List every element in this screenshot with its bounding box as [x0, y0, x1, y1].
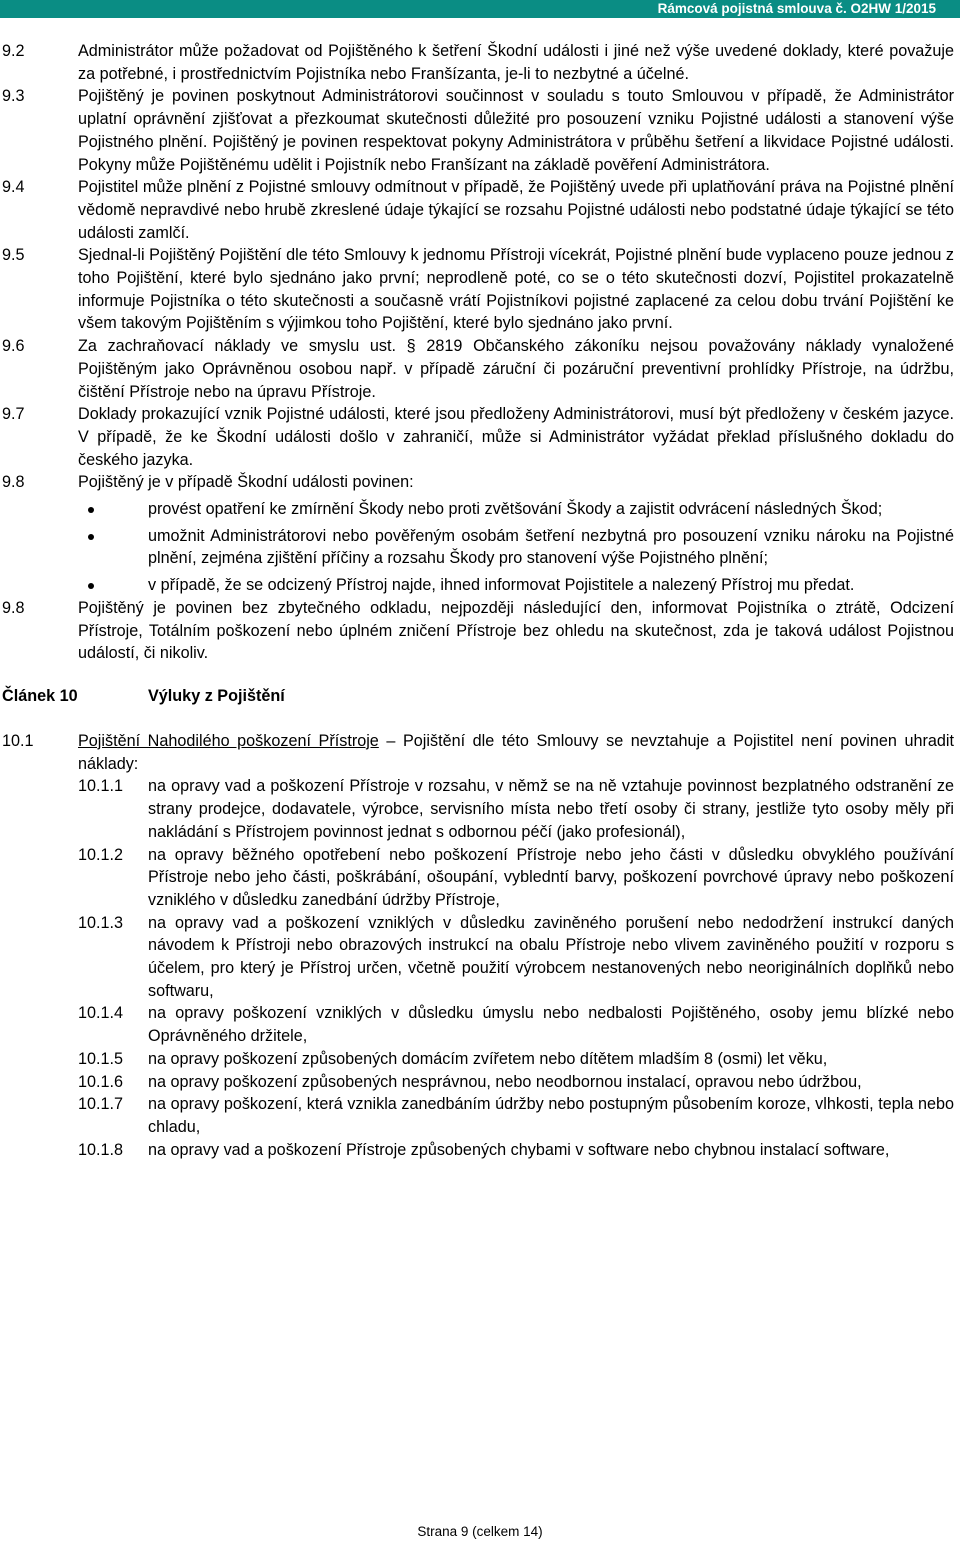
- paragraph-10-1: [0, 730, 960, 775]
- subitem-number: 10.1.4: [78, 1004, 124, 1023]
- subitem-10-1-8: [0, 1139, 960, 1162]
- paragraph-number: 9.6: [2, 337, 25, 356]
- paragraph-9-2: [0, 40, 960, 85]
- bullet-list: [0, 498, 960, 597]
- paragraph-text: Pojistitel může plnění z Pojistné smlouvy odmítnout v případě, že Pojištěný uvede při uplatňování práva na Pojistné plnění vědomě nepravdivé nebo hrubě zkreslené údaje týkající se rozsahu Pojistné události nebo podstatné údaje týkající se této události zamlčí.: [78, 178, 954, 242]
- paragraph-text: Pojištěný je povinen bez zbytečného odkladu, nejpozději následující den, informovat Pojistníka o ztrátě, Odcizení Přístroje, Totálním poškození nebo úplném zničení Přístroje bez ohledu na skutečnost, zda je taková událost Pojistnou událostí, či nikoliv.: [78, 598, 954, 663]
- paragraph-number: 9.7: [2, 405, 25, 424]
- paragraph-text: Administrátor může požadovat od Pojištěného k šetření Škodní události i jiné než výše uvedené doklady, které považuje za potřebné, i prostřednictvím Pojistníka nebo Franšízanta, je-li to nezbytné a účelné.: [78, 42, 954, 83]
- subitem-text: na opravy poškození způsobených domácím zvířetem nebo dítětem mladším 8 (osmi) let věku,: [148, 1049, 828, 1068]
- paragraph-9-8-b: [0, 597, 960, 665]
- paragraph-number: 9.2: [2, 42, 25, 60]
- bullet-icon: [88, 534, 94, 540]
- paragraph-9-7: [0, 403, 960, 471]
- subitem-text: na opravy vad a poškození vzniklých v důsledku zaviněného porušení nebo nedodržení instrukcí daných návodem k Přístroji nebo obrazových instrukcí na obalu Přístroje nebo vlivem zaviněného použití v rozporu s účelem, pro který je Přístroj určen, včetně použití výrobcem nestanovených nebo neoriginálních doplňků nebo softwaru,: [148, 913, 954, 1000]
- document-body: [0, 40, 960, 1161]
- bullet-icon: [88, 583, 94, 589]
- article-number: Článek 10: [2, 686, 78, 705]
- page-header: [0, 0, 960, 18]
- subitem-number: 10.1.8: [78, 1140, 124, 1159]
- bullet-text: umožnit Administrátorovi nebo pověřeným osobám šetření nezbytná pro posouzení vzniku nároku na Pojistné plnění, zejména zjištění příčiny a rozsahu Škody pro stanovení výše Pojistného plnění;: [148, 526, 954, 568]
- paragraph-text: Doklady prokazující vznik Pojistné události, které jsou předloženy Administrátorovi, musí být předloženy v českém jazyce. V případě, že ke Škodní události došlo v zahraničí, může si Administrátor vyžádat překlad příslušného dokladu do českého jazyka.: [78, 405, 954, 469]
- paragraph-number: 9.5: [2, 246, 25, 265]
- paragraph-text: Pojištěný je v případě Škodní události povinen:: [78, 473, 414, 492]
- subitem-10-1-7: [0, 1093, 960, 1138]
- page-footer: [0, 1523, 960, 1541]
- article-title: Výluky z Pojištění: [148, 686, 285, 705]
- subitem-text: na opravy vad a poškození Přístroje způsobených chybami v software nebo chybnou instalací software,: [148, 1140, 890, 1159]
- paragraph-9-8: [0, 471, 960, 494]
- subitem-10-1-1: [0, 775, 960, 843]
- paragraph-number: 10.1: [2, 731, 34, 750]
- subitem-number: 10.1.1: [78, 777, 124, 796]
- bullet-item: [0, 498, 960, 521]
- paragraph-text: Pojištěný je povinen poskytnout Administrátorovi součinnost v souladu s touto Smlouvou v případě, že Administrátor uplatní oprávnění zjišťovat a přezkoumat skutečnosti důležité pro posouzení vzniku Pojistné události a stanovení výše Pojistného plnění. Pojištěný je povinen respektovat pokyny Administrátora v průběhu šetření a likvidace Pojistné události. Pokyny může Pojištěnému udělit i Pojistník nebo Franšízant na základě pověření Administrátora.: [78, 87, 954, 174]
- page-number: Strana 9 (celkem 14): [417, 1524, 543, 1539]
- paragraph-number: 9.4: [2, 178, 25, 197]
- subitem-10-1-2: [0, 844, 960, 912]
- paragraph-text: Sjednal-li Pojištěný Pojištění dle této Smlouvy k jednomu Přístroji vícekrát, Pojistné plnění bude vyplaceno pouze jednou z toho Pojištění, které bylo sjednáno jako první; neprodleně poté, co se o této skutečnosti dozví, Pojistitel prokazatelně informuje Pojistníka o této skutečnosti a současně vrátí Pojistníkovi pojistné zaplacené za celou dobu trvání Pojištění ke všem takovým Pojištěním s výjimkou toho Pojištění, které bylo sjednáno jako první.: [78, 246, 954, 333]
- subitem-number: 10.1.5: [78, 1049, 124, 1068]
- bullet-text: v případě, že se odcizený Přístroj najde, ihned informovat Pojistitele a nalezený Přístroj mu předat.: [148, 576, 855, 595]
- paragraph-9-6: [0, 335, 960, 403]
- paragraph-number: 9.8: [2, 473, 25, 492]
- subitem-number: 10.1.2: [78, 845, 124, 864]
- bullet-item: [0, 574, 960, 597]
- header-title: Rámcová pojistná smlouva č. O2HW 1/2015: [657, 1, 936, 16]
- subitem-text: na opravy poškození způsobených nesprávnou, nebo neodbornou instalací, opravou nebo údržbou,: [148, 1072, 862, 1091]
- paragraph-number: 9.8: [2, 598, 25, 617]
- paragraph-heading: Pojištění Nahodilého poškození Přístroje: [78, 731, 379, 750]
- subitem-text: na opravy poškození vzniklých v důsledku úmyslu nebo nedbalosti Pojištěného, osoby jemu blízké nebo Oprávněného držitele,: [148, 1004, 954, 1046]
- bullet-icon: [88, 507, 94, 513]
- bullet-text: provést opatření ke zmírnění Škody nebo proti zvětšování Škody a zajistit odvrácení následných Škod;: [148, 500, 883, 519]
- paragraph-text: Za zachraňovací náklady ve smyslu ust. § 2819 Občanského zákoníku nejsou považovány náklady vynaložené Pojištěným jako Oprávněnou osobou např. v případě záruční či pozáruční preventivní prohlídky Přístroje, na údržbu, čištění Přístroje nebo na úpravu Přístroje.: [78, 337, 954, 401]
- subitem-number: 10.1.6: [78, 1072, 124, 1091]
- article-heading: [0, 685, 960, 708]
- bullet-item: [0, 525, 960, 570]
- subitem-text: na opravy běžného opotřebení nebo poškození Přístroje nebo jeho části v důsledku obvyklého používání Přístroje nebo jeho části, poškrábání, ošoupání, vybledntí barvy, poškození povrchové úpravy nebo poškození vzniklého v důsledku zanedbání údržby Přístroje,: [148, 845, 954, 909]
- paragraph-text: – Pojištění dle této Smlouvy se nevztahuje a Pojistitel není povinen uhradit náklady:: [78, 731, 954, 773]
- paragraph-9-5: [0, 244, 960, 335]
- paragraph-9-4: [0, 176, 960, 244]
- paragraph-number: 9.3: [2, 87, 25, 106]
- subitem-number: 10.1.3: [78, 913, 124, 932]
- subitem-number: 10.1.7: [78, 1095, 124, 1114]
- subitem-10-1-6: [0, 1071, 960, 1094]
- subitem-10-1-5: [0, 1048, 960, 1071]
- paragraph-9-3: [0, 85, 960, 176]
- subitem-text: na opravy vad a poškození Přístroje v rozsahu, v němž se na ně vztahuje povinnost bezplatného odstranění ze strany prodejce, dodavatele, výrobce, servisního místa nebo třetí osoby či strany, jestliže tyto osoby měly při nakládání s Přístrojem povinnost jednat s odbornou péčí (jako profesionál),: [148, 777, 954, 841]
- subitem-text: na opravy poškození, která vznikla zanedbáním údržby nebo postupným působením koroze, vlhkosti, tepla nebo chladu,: [148, 1095, 954, 1136]
- subitem-10-1-4: [0, 1002, 960, 1047]
- subitem-10-1-3: [0, 912, 960, 1003]
